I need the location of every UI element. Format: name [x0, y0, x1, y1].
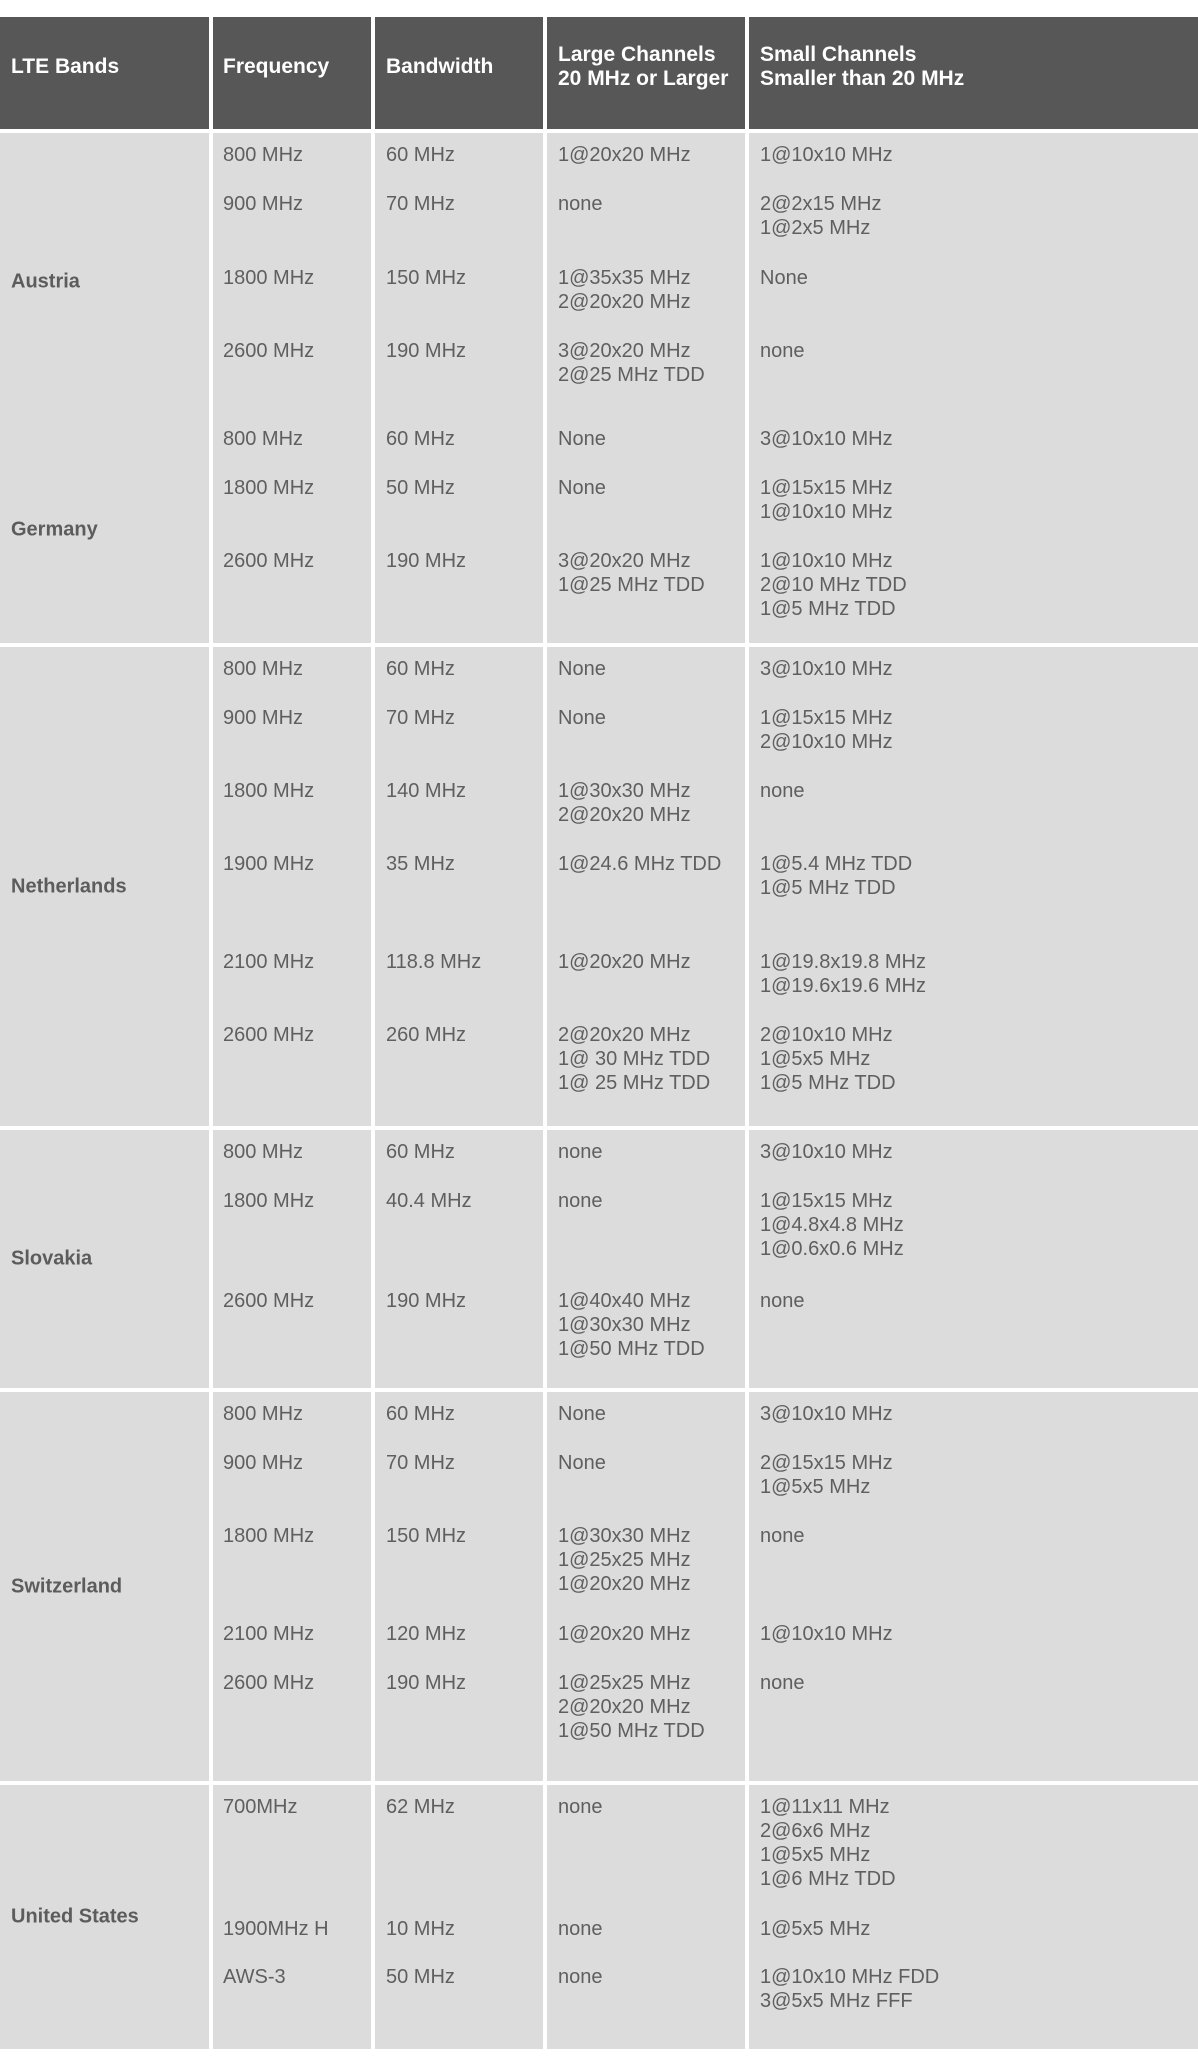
bandwidth-value: 150 MHz — [386, 267, 467, 289]
small-channels-value-line: 1@2x5 MHz — [760, 217, 871, 239]
frequency-value: 700MHz — [223, 1796, 298, 1818]
large-channels-value-line: 1@40x40 MHz — [558, 1290, 691, 1312]
bandwidth-value: 70 MHz — [386, 1452, 455, 1474]
large-channels-value — [558, 706, 606, 730]
large-channels-value — [558, 549, 705, 597]
large-channels-value-line: none — [558, 1796, 603, 1818]
header-large-channels-line1: Large Channels — [558, 43, 716, 66]
small-channels-value-line: 1@5 MHz TDD — [760, 877, 896, 899]
small-channels-cell — [749, 133, 1198, 430]
small-channels-value-line: 1@4.8x4.8 MHz — [760, 1214, 904, 1236]
small-channels-value — [760, 852, 912, 900]
large-channels-value-line: None — [558, 1452, 606, 1474]
small-channels-value-line: 1@10x10 MHz FDD — [760, 1966, 940, 1988]
small-channels-value-line: 1@10x10 MHz — [760, 144, 893, 166]
small-channels-value-line: 2@10x10 MHz — [760, 1024, 893, 1046]
large-channels-value — [558, 143, 691, 167]
large-channels-value — [558, 950, 691, 974]
bandwidth-value: 190 MHz — [386, 550, 467, 572]
small-channels-value — [760, 657, 893, 681]
frequency-value: 1800 MHz — [223, 780, 315, 802]
bandwidth-value: 190 MHz — [386, 1672, 467, 1694]
bandwidth-value: 60 MHz — [386, 1141, 455, 1163]
frequency-value: 1900 MHz — [223, 853, 315, 875]
small-channels-value-line: none — [760, 1290, 805, 1312]
frequency-value: 2600 MHz — [223, 1290, 315, 1312]
large-channels-value — [558, 266, 691, 314]
large-channels-value-line: none — [558, 1918, 603, 1940]
frequency-value: 900 MHz — [223, 707, 304, 729]
small-channels-value-line: 2@6x6 MHz — [760, 1820, 871, 1842]
country-label: United States — [11, 1905, 139, 1928]
small-channels-value — [760, 266, 808, 290]
large-channels-value-line: 3@20x20 MHz — [558, 550, 691, 572]
small-channels-value-line: 1@5x5 MHz — [760, 1476, 871, 1498]
small-channels-value-line: None — [760, 267, 808, 289]
large-channels-value — [558, 779, 691, 827]
small-channels-value-line: 1@10x10 MHz — [760, 550, 893, 572]
small-channels-value — [760, 706, 893, 754]
bandwidth-cell — [375, 1130, 543, 1388]
frequency-value: 800 MHz — [223, 658, 304, 680]
frequency-value: 2100 MHz — [223, 951, 315, 973]
bandwidth-value: 140 MHz — [386, 780, 467, 802]
small-channels-value-line: 1@5.4 MHz TDD — [760, 853, 913, 875]
bandwidth-value: 70 MHz — [386, 707, 455, 729]
frequency-value: 2600 MHz — [223, 1024, 315, 1046]
small-channels-value — [760, 476, 893, 524]
large-channels-value-line: None — [558, 428, 606, 450]
large-channels-value-line: 1@30x30 MHz — [558, 780, 691, 802]
large-channels-value — [558, 1451, 606, 1475]
small-channels-value — [760, 1524, 805, 1548]
small-channels-value — [760, 950, 926, 998]
small-channels-value — [760, 427, 893, 451]
large-channels-value — [558, 476, 606, 500]
country-label: Switzerland — [11, 1575, 123, 1597]
frequency-value: 2600 MHz — [223, 550, 315, 572]
large-channels-value — [558, 1795, 603, 1819]
small-channels-value — [760, 1795, 896, 1891]
small-channels-value — [760, 1917, 870, 1941]
large-channels-value-line: None — [558, 707, 606, 729]
country-label: Netherlands — [11, 875, 127, 897]
small-channels-value-line: 2@15x15 MHz — [760, 1452, 893, 1474]
frequency-value: 900 MHz — [223, 1452, 304, 1474]
large-channels-value-line: 1@25x25 MHz — [558, 1549, 691, 1571]
small-channels-value-line: 3@10x10 MHz — [760, 428, 893, 450]
bandwidth-value: 118.8 MHz — [386, 951, 482, 973]
header-small-channels-line1: Small Channels — [760, 43, 917, 66]
bandwidth-value: 60 MHz — [386, 428, 455, 450]
large-channels-value-line: none — [558, 1966, 603, 1988]
large-channels-value — [558, 1140, 603, 1164]
small-channels-value — [760, 339, 805, 363]
country-group-slovakia — [0, 1130, 1198, 1388]
header-cell-frequency — [213, 17, 371, 129]
small-channels-value — [760, 1289, 805, 1313]
large-channels-value-line: None — [558, 477, 606, 499]
small-channels-value — [760, 549, 907, 621]
large-channels-value — [558, 339, 705, 387]
large-channels-value-line: none — [558, 193, 603, 215]
small-channels-value-line: 1@6 MHz TDD — [760, 1868, 896, 1890]
small-channels-value-line: 1@19.6x19.6 MHz — [760, 975, 926, 997]
large-channels-value-line: none — [558, 1190, 603, 1212]
large-channels-value-line: 1@20x20 MHz — [558, 144, 691, 166]
small-channels-value — [760, 143, 893, 167]
large-channels-value-line: None — [558, 658, 606, 680]
large-channels-value — [558, 192, 603, 216]
large-channels-value-line: 1@25 MHz TDD — [558, 574, 705, 596]
header-bandwidth-label: Bandwidth — [386, 55, 494, 78]
country-group-austria — [0, 133, 1198, 430]
large-channels-value-line: 2@20x20 MHz — [558, 804, 691, 826]
small-channels-value — [760, 1140, 893, 1164]
small-channels-value-line: 1@5x5 MHz — [760, 1844, 871, 1866]
large-channels-value-line: 1@20x20 MHz — [558, 951, 691, 973]
bandwidth-value: 150 MHz — [386, 1525, 467, 1547]
large-channels-value — [558, 1289, 705, 1361]
large-channels-value-line: 1@ 30 MHz TDD — [558, 1048, 711, 1070]
bandwidth-value: 62 MHz — [386, 1796, 455, 1818]
bandwidth-value: 50 MHz — [386, 1966, 455, 1988]
header-cell-lte-bands — [0, 17, 209, 129]
large-channels-value-line: 1@20x20 MHz — [558, 1573, 691, 1595]
small-channels-value-line: none — [760, 780, 805, 802]
country-group-united-states — [0, 1785, 1198, 2049]
country-label: Slovakia — [11, 1247, 93, 1270]
small-channels-value-line: none — [760, 1672, 805, 1694]
small-channels-value-line: 3@5x5 MHz FFF — [760, 1990, 913, 2012]
bandwidth-value: 60 MHz — [386, 658, 455, 680]
country-label: Austria — [11, 270, 80, 292]
frequency-value: 800 MHz — [223, 1403, 304, 1425]
large-channels-value — [558, 1402, 606, 1426]
frequency-value: 800 MHz — [223, 428, 304, 450]
small-channels-value-line: 3@10x10 MHz — [760, 1141, 893, 1163]
large-channels-value — [558, 1671, 705, 1743]
bandwidth-value: 260 MHz — [386, 1024, 467, 1046]
frequency-value: 1900MHz H — [223, 1918, 329, 1940]
large-channels-value — [558, 1524, 691, 1596]
small-channels-value — [760, 1402, 893, 1426]
header-frequency-label: Frequency — [223, 55, 330, 78]
frequency-value: 900 MHz — [223, 193, 304, 215]
small-channels-value-line: 1@10x10 MHz — [760, 501, 893, 523]
small-channels-value — [760, 1451, 893, 1499]
small-channels-value-line: 1@15x15 MHz — [760, 1190, 893, 1212]
small-channels-value-line: 1@5 MHz TDD — [760, 598, 896, 620]
large-channels-value-line: 1@30x30 MHz — [558, 1525, 691, 1547]
country-label: Germany — [11, 518, 98, 541]
header-lte-bands-label: LTE Bands — [11, 55, 120, 78]
large-channels-value — [558, 1622, 691, 1646]
bandwidth-value: 40.4 MHz — [386, 1190, 472, 1212]
large-channels-value — [558, 1965, 603, 1989]
large-channels-value-line: 1@25x25 MHz — [558, 1672, 691, 1694]
small-channels-value-line: 2@10 MHz TDD — [760, 574, 907, 596]
large-channels-value-line: 1@50 MHz TDD — [558, 1338, 705, 1360]
country-group-switzerland — [0, 1392, 1198, 1781]
small-channels-value — [760, 1023, 896, 1095]
large-channels-value-line: none — [558, 1141, 603, 1163]
large-channels-value — [558, 657, 606, 681]
large-channels-value-line: 1@24.6 MHz TDD — [558, 853, 722, 875]
small-channels-value-line: 1@5x5 MHz — [760, 1048, 871, 1070]
frequency-value: 1800 MHz — [223, 267, 315, 289]
bandwidth-value: 50 MHz — [386, 477, 455, 499]
header-cell-large-channels — [547, 17, 745, 129]
small-channels-value-line: 1@0.6x0.6 MHz — [760, 1238, 904, 1260]
frequency-value: 800 MHz — [223, 144, 304, 166]
large-channels-value-line: 1@35x35 MHz — [558, 267, 691, 289]
frequency-value: 2600 MHz — [223, 340, 315, 362]
large-channels-value-line: 2@25 MHz TDD — [558, 364, 705, 386]
large-channels-value-line: None — [558, 1403, 606, 1425]
large-channels-value — [558, 427, 606, 451]
small-channels-value — [760, 1189, 904, 1261]
small-channels-value — [760, 1965, 939, 2013]
large-channels-value-line: 2@20x20 MHz — [558, 1024, 691, 1046]
small-channels-value — [760, 192, 881, 240]
frequency-cell — [213, 1130, 371, 1388]
small-channels-value-line: none — [760, 1525, 805, 1547]
header-cell-bandwidth — [375, 17, 543, 129]
header-large-channels-line2: 20 MHz or Larger — [558, 67, 729, 90]
frequency-value: 2600 MHz — [223, 1672, 315, 1694]
large-channels-value — [558, 852, 721, 876]
large-channels-value — [558, 1917, 603, 1941]
small-channels-value — [760, 1622, 893, 1646]
frequency-value: 800 MHz — [223, 1141, 304, 1163]
bandwidth-value: 10 MHz — [386, 1918, 455, 1940]
frequency-value: 1800 MHz — [223, 477, 315, 499]
small-channels-value-line: 1@10x10 MHz — [760, 1623, 893, 1645]
large-channels-value-line: 1@50 MHz TDD — [558, 1720, 705, 1742]
large-channels-value-line: 1@30x30 MHz — [558, 1314, 691, 1336]
large-channels-value — [558, 1189, 603, 1213]
small-channels-value-line: 3@10x10 MHz — [760, 1403, 893, 1425]
large-channels-value-line: 1@20x20 MHz — [558, 1623, 691, 1645]
large-channels-value-line: 2@20x20 MHz — [558, 1696, 691, 1718]
country-group-netherlands — [0, 647, 1198, 1126]
small-channels-value-line: 1@11x11 MHz — [760, 1796, 890, 1818]
frequency-value: 2100 MHz — [223, 1623, 315, 1645]
large-channels-value-line: 1@ 25 MHz TDD — [558, 1072, 711, 1094]
small-channels-value-line: 1@5x5 MHz — [760, 1918, 871, 1940]
bandwidth-value: 120 MHz — [386, 1623, 467, 1645]
small-channels-value-line: 1@19.8x19.8 MHz — [760, 951, 926, 973]
small-channels-value-line: 2@2x15 MHz — [760, 193, 882, 215]
small-channels-value — [760, 779, 805, 803]
large-channels-value-line: 2@20x20 MHz — [558, 291, 691, 313]
small-channels-value — [760, 1671, 805, 1695]
small-channels-value-line: none — [760, 340, 805, 362]
small-channels-value-line: 1@5 MHz TDD — [760, 1072, 896, 1094]
bandwidth-value: 35 MHz — [386, 853, 455, 875]
large-channels-value — [558, 1023, 710, 1095]
small-channels-value-line: 3@10x10 MHz — [760, 658, 893, 680]
header-cell-small-channels — [749, 17, 1198, 129]
bandwidth-value: 60 MHz — [386, 1403, 455, 1425]
country-group-germany — [0, 417, 1198, 643]
bandwidth-value: 70 MHz — [386, 193, 455, 215]
frequency-value: 1800 MHz — [223, 1525, 315, 1547]
small-channels-value-line: 2@10x10 MHz — [760, 731, 893, 753]
frequency-value: 1800 MHz — [223, 1190, 315, 1212]
frequency-value: AWS-3 — [223, 1966, 286, 1988]
header-small-channels-line2: Smaller than 20 MHz — [760, 67, 965, 90]
bandwidth-value: 190 MHz — [386, 1290, 467, 1312]
large-channels-value-line: 3@20x20 MHz — [558, 340, 691, 362]
bandwidth-value: 60 MHz — [386, 144, 455, 166]
small-channels-value-line: 1@15x15 MHz — [760, 477, 893, 499]
bandwidth-value: 190 MHz — [386, 340, 467, 362]
small-channels-value-line: 1@15x15 MHz — [760, 707, 893, 729]
